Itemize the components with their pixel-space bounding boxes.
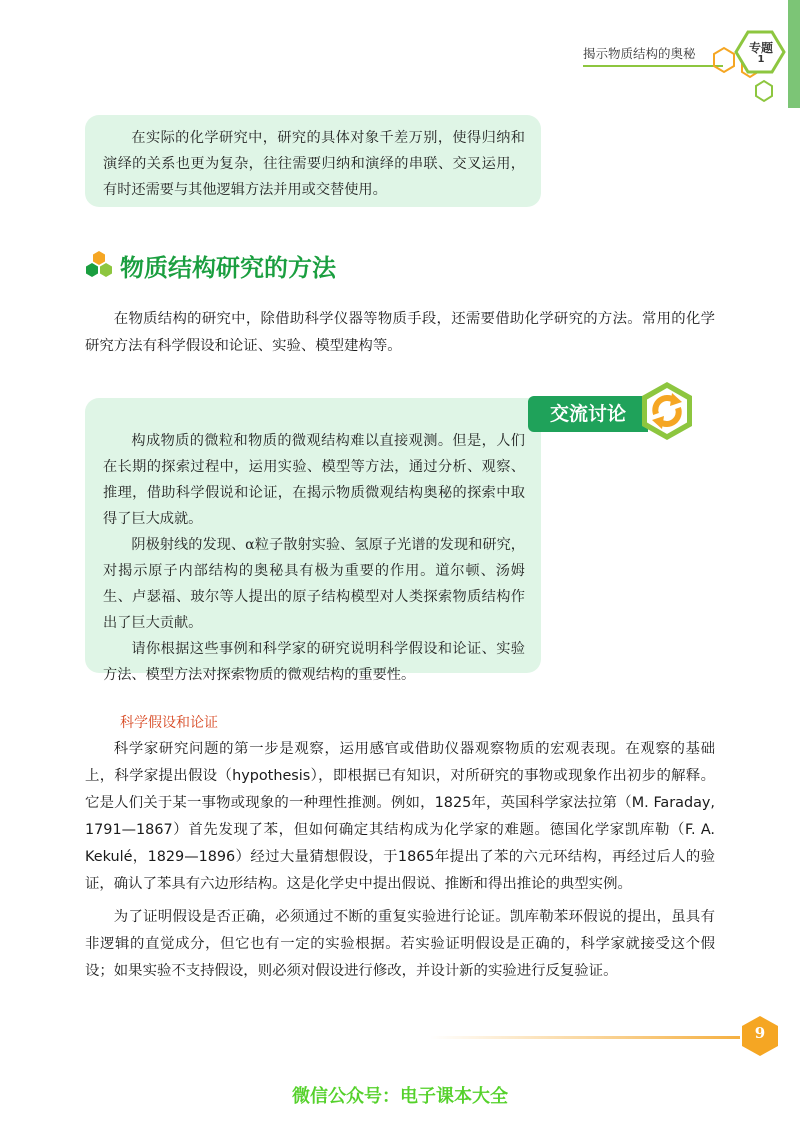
discussion-paragraph-3: 请你根据这些事例和科学家的研究说明科学假设和论证、实验方法、模型方法对探索物质的微观结构的重要性。 bbox=[103, 641, 525, 683]
discussion-paragraph-2: 阴极射线的发现、α粒子散射实验、氢原子光谱的发现和研究，对揭示原子内部结构的奥秘具有极为重要的作用。道尔顿、汤姆生、卢瑟福、玻尔等人提出的原子结构模型对人类探索物质结构作出了巨大贡献。 bbox=[103, 537, 525, 631]
discussion-tag: 交流讨论 bbox=[528, 396, 648, 432]
subsection-paragraph-2: 为了证明假设是否正确，必须通过不断的重复实验进行论证。凯库勒苯环假说的提出，虽具有非逻辑的直觉成分，但它也有一定的实验根据。若实验证明假设是正确的，科学家就接受这个假设；如果实验不支持假设，则必须对假设进行修改，并设计新的实验进行反复验证。 bbox=[85, 909, 715, 979]
header-title: 揭示物质结构的奥秘 bbox=[583, 46, 696, 61]
topic-badge-label: 专题 bbox=[748, 41, 773, 55]
subsection-heading: 科学假设和论证 bbox=[120, 715, 218, 731]
subsection-paragraph-1: 科学家研究问题的第一步是观察，运用感官或借助仪器观察物质的宏观表现。在观察的基础上，科学家提出假设（hypothesis），即根据已有知识，对所研究的事物或现象作出初步的解释。它是人们关于某一事物或现象的一种理性推测。例如，1825年，英国科学家法拉第（M. Faraday, 1791—1867）首先发现了苯，但如何确定其结构成为化学家的难题。德国化学家凯库勒（F. A. Kekulé，1829—1896）经过大量猜想假设，于1865年提出了苯的六元环结构，再经过后人的验证，确认了苯具有六边形结构。这是化学史中提出假说、推断和得出推论的典型实例。 bbox=[85, 741, 715, 892]
summary-box bbox=[85, 115, 541, 207]
discussion-paragraph-1: 构成物质的微粒和物质的微观结构难以直接观测。但是，人们在长期的探索过程中，运用实验、模型等方法，通过分析、观察、推理，借助科学假说和论证，在揭示物质微观结构奥秘的探索中取得了巨大成就。 bbox=[103, 433, 525, 527]
topic-badge-number: 1 bbox=[757, 54, 765, 65]
section-intro-paragraph: 在物质结构的研究中，除借助科学仪器等物质手段，还需要借助化学研究的方法。常用的化学研究方法有科学假设和论证、实验、模型建构等。 bbox=[85, 311, 715, 354]
footer-rule bbox=[430, 1036, 740, 1039]
section-heading: 物质结构研究的方法 bbox=[120, 254, 336, 282]
hexagon-cluster-icon bbox=[84, 250, 114, 278]
watermark-text: 微信公众号：电子课本大全 bbox=[292, 1086, 508, 1107]
subsection-body bbox=[85, 736, 715, 985]
summary-paragraph: 在实际的化学研究中，研究的具体对象千差万别，使得归纳和演绎的关系也更为复杂，往往需要归纳和演绎的串联、交叉运用，有时还需要与其他逻辑方法并用或交替使用。 bbox=[103, 130, 525, 198]
page-number: 9 bbox=[754, 1024, 766, 1042]
discussion-box bbox=[85, 398, 541, 683]
refresh-cycle-icon bbox=[636, 380, 698, 442]
section-intro bbox=[85, 306, 715, 360]
